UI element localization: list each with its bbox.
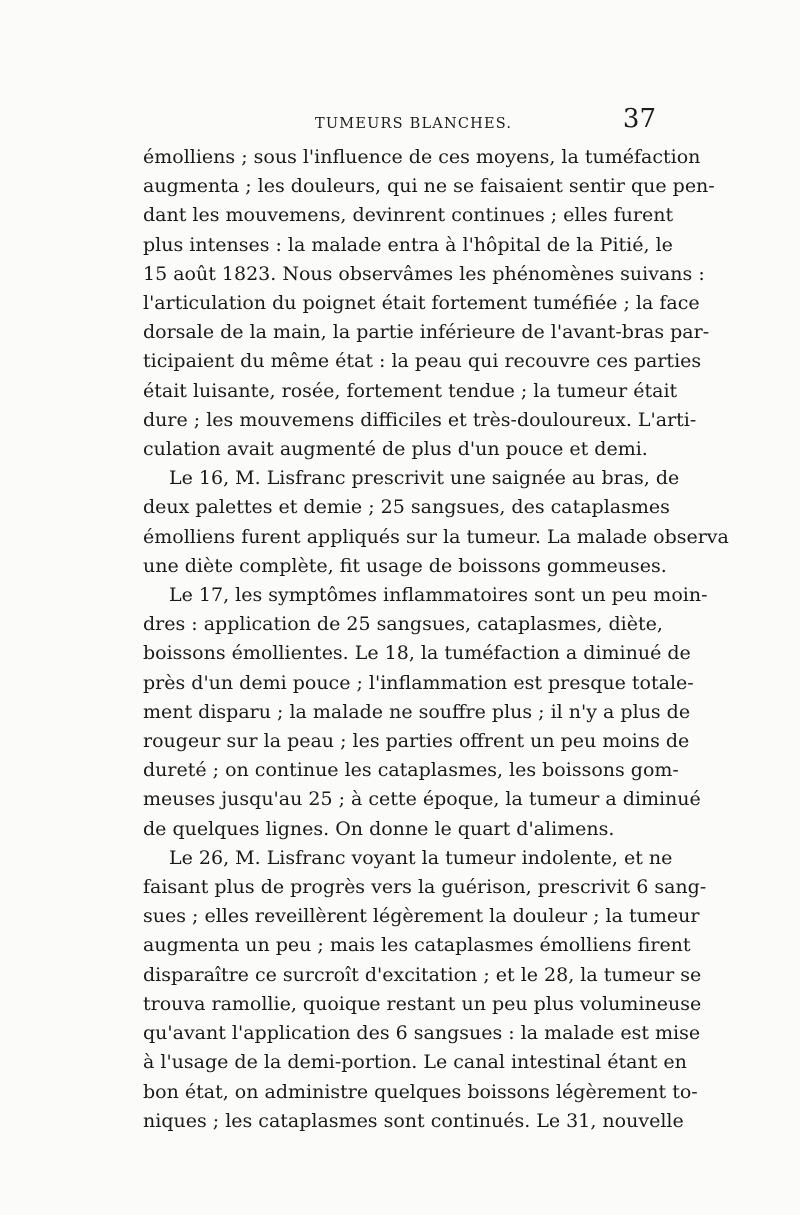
text-line: était luisante, rosée, fortement tendue ; la tumeur était [143,379,678,402]
text-line: près d'un demi pouce ; l'inflammation est presque totale- [143,671,694,694]
text-line: dres : application de 25 sangsues, cataplasmes, diète, [143,613,663,636]
text-line: deux palettes et demie ; 25 sangsues, des cataplasmes [143,496,670,519]
text-line: bon état, on administre quelques boissons légèrement to- [143,1080,698,1103]
text-line: Le 26, M. Lisfranc voyant la tumeur indolente, et ne [169,846,673,869]
text-line: faisant plus de progrès vers la guérison, prescrivit 6 sang- [143,876,707,899]
text-line: rougeur sur la peau ; les parties offrent un peu moins de [143,730,690,753]
text-line: ticipaient du même état : la peau qui recouvre ces parties [143,350,702,373]
text-line: disparaître ce surcroît d'excitation ; et le 28, la tumeur se [143,963,702,986]
page-number: 37 [622,104,656,134]
text-line: meuses jusqu'au 25 ; à cette époque, la tumeur a diminué [143,788,701,811]
text-line: Le 16, M. Lisfranc prescrivit une saignée au bras, de [169,467,680,490]
text-line: de quelques lignes. On donne le quart d'alimens. [143,817,615,840]
running-head: TUMEURS BLANCHES. [315,116,513,132]
page-header [140,104,660,144]
text-line: trouva ramollie, quoique restant un peu plus volumineuse [143,992,702,1015]
text-line: dant les mouvemens, devinrent continues ; elles furent [143,204,674,227]
text-line: culation avait augmenté de plus d'un pouce et demi. [143,438,648,461]
text-line: une diète complète, fit usage de boissons gommeuses. [143,554,667,577]
text-line: ment disparu ; la malade ne souffre plus ; il n'y a plus de [143,700,691,723]
text-line: à l'usage de la demi-portion. Le canal intestinal étant en [143,1051,687,1074]
text-line: augmenta ; les douleurs, qui ne se faisaient sentir que pen- [143,175,715,198]
text-line: qu'avant l'application des 6 sangsues : la malade est mise [143,1022,701,1045]
body-text [143,143,729,1136]
text-line: boissons émollientes. Le 18, la tuméfaction a diminué de [143,642,691,665]
text-line: plus intenses : la malade entra à l'hôpital de la Pitié, le [143,233,673,256]
text-line: Le 17, les symptômes inflammatoires sont un peu moin- [169,584,708,607]
text-line: émolliens ; sous l'influence de ces moyens, la tuméfaction [143,146,701,168]
text-line: niques ; les cataplasmes sont continués. Le 31, nouvelle [143,1109,684,1132]
text-line: l'articulation du poignet était fortement tuméfiée ; la face [143,292,700,315]
text-line: 15 août 1823. Nous observâmes les phénomènes suivans : [143,262,705,285]
text-line: dureté ; on continue les cataplasmes, les boissons gom- [143,759,679,782]
text-line: sues ; elles reveillèrent légèrement la douleur ; la tumeur [143,905,700,928]
text-line: dure ; les mouvemens difficiles et très-douloureux. L'arti- [143,408,697,431]
text-line: émolliens furent appliqués sur la tumeur. La malade observa [143,525,729,548]
text-line: dorsale de la main, la partie inférieure de l'avant-bras par- [143,321,710,344]
text-line: augmenta un peu ; mais les cataplasmes émolliens firent [143,934,691,957]
